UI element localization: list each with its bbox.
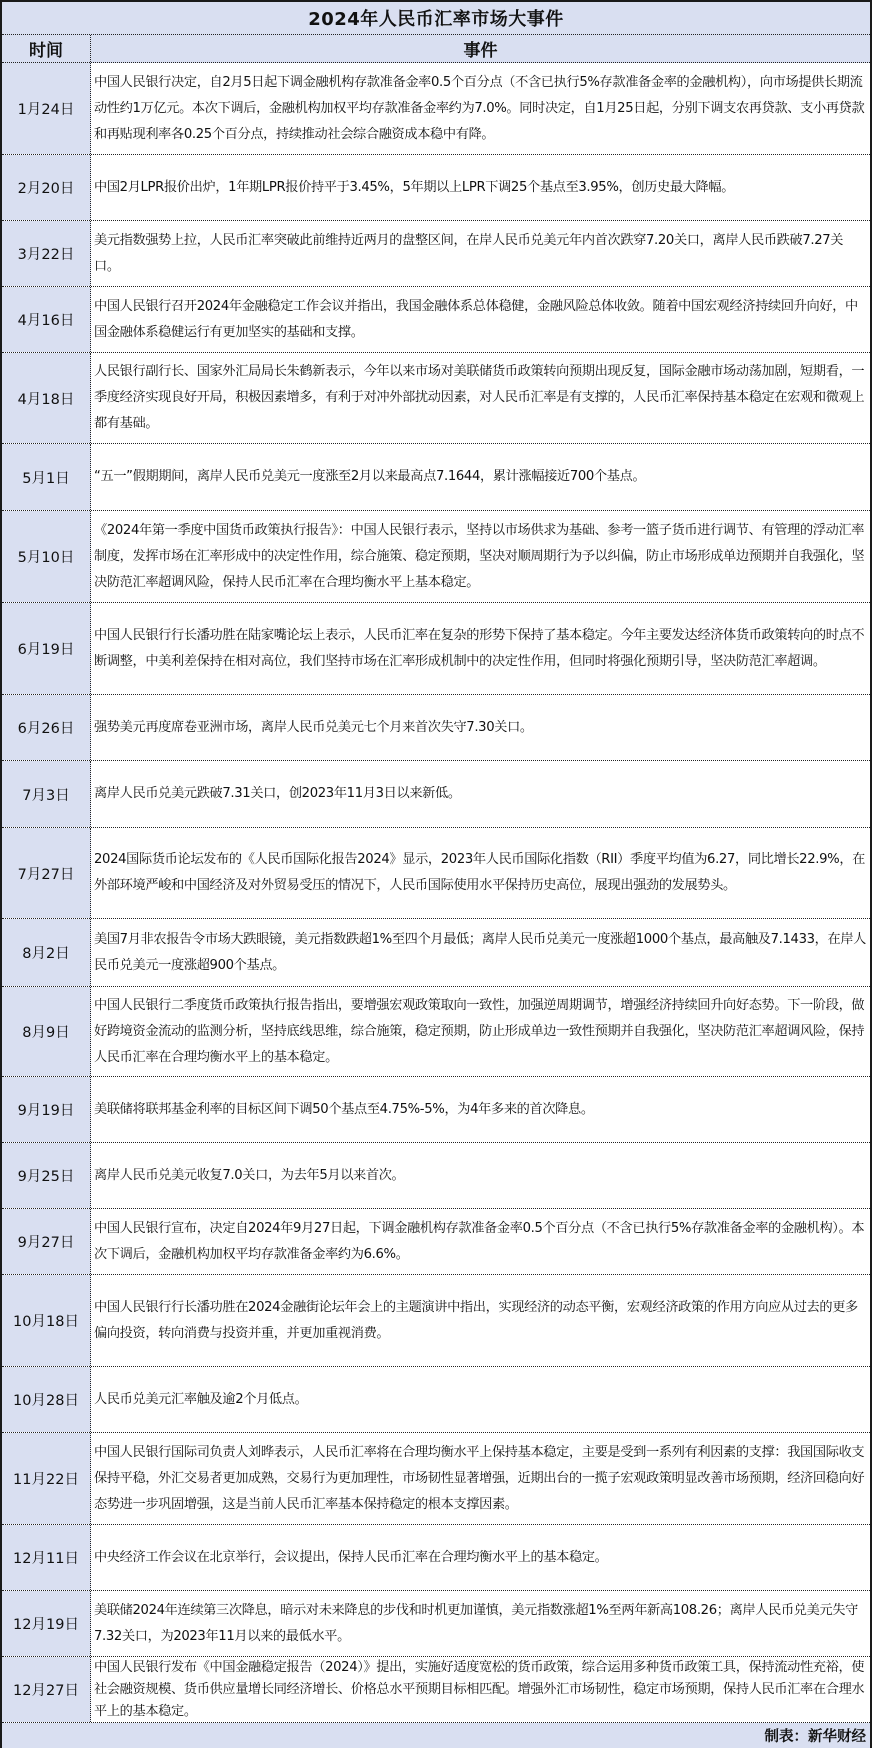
- source-credit: 制表：新华财经: [764, 1729, 866, 1745]
- event-cell: 中国人民银行召开2024年金融稳定工作会议并指出，我国金融体系总体稳健，金融风险总体收敛。随着中国宏观经济持续回升向好，中国金融体系稳健运行有更加坚实的基础和支撑。: [91, 287, 870, 352]
- event-cell: 中国人民银行宣布，决定自2024年9月27日起，下调金融机构存款准备金率0.5个百分点（不含已执行5%存款准备金率的金融机构）。本次下调后，金融机构加权平均存款准备金率约为6.6%。: [91, 1209, 870, 1274]
- table-row: [2, 1275, 870, 1367]
- date-cell: 5月1日: [2, 444, 91, 510]
- table-row: [2, 1433, 870, 1525]
- table-row: [2, 287, 870, 353]
- date-cell: 10月18日: [2, 1275, 91, 1366]
- date-cell: 5月10日: [2, 511, 91, 602]
- date-cell: 9月19日: [2, 1077, 91, 1142]
- event-cell: 中国人民银行国际司负责人刘晔表示，人民币汇率将在合理均衡水平上保持基本稳定，主要是受到一系列有利因素的支撑：我国国际收支保持平稳，外汇交易者更加成熟，交易行为更加理性，市场韧性显著增强，近期出台的一揽子宏观政策明显改善市场预期，经济回稳向好态势进一步巩固增强，这是当前人民币汇率基本保持稳定的根本支撑因素。: [91, 1433, 870, 1524]
- event-cell: 美联储将联邦基金利率的目标区间下调50个基点至4.75%-5%，为4年多来的首次降息。: [91, 1077, 870, 1142]
- date-cell: 1月24日: [2, 63, 91, 154]
- date-cell: 8月9日: [2, 987, 91, 1076]
- date-cell: 3月22日: [2, 221, 91, 286]
- event-cell: 美国7月非农报告令市场大跌眼镜，美元指数跌超1%至四个月最低；离岸人民币兑美元一度涨超1000个基点，最高触及7.1433，在岸人民币兑美元一度涨超900个基点。: [91, 919, 870, 986]
- event-cell: 《2024年第一季度中国货币政策执行报告》：中国人民银行表示，坚持以市场供求为基础、参考一篮子货币进行调节、有管理的浮动汇率制度，发挥市场在汇率形成中的决定性作用，综合施策、稳定预期，坚决对顺周期行为予以纠偏，防止市场形成单边预期并自我强化，坚决防范汇率超调风险，保持人民币汇率在合理均衡水平上基本稳定。: [91, 511, 870, 602]
- date-cell: 7月3日: [2, 761, 91, 827]
- table-title: 2024年人民币汇率市场大事件: [2, 2, 870, 35]
- table-row: [2, 695, 870, 761]
- column-header-event: 事件: [463, 41, 498, 61]
- date-cell: 4月16日: [2, 287, 91, 352]
- table-row: [2, 1525, 870, 1591]
- event-cell: 中国2月LPR报价出炉，1年期LPR报价持平于3.45%，5年期以上LPR下调25个基点至3.95%，创历史最大降幅。: [91, 155, 870, 220]
- event-cell: 中央经济工作会议在北京举行，会议提出，保持人民币汇率在合理均衡水平上的基本稳定。: [91, 1525, 870, 1590]
- date-cell: 6月19日: [2, 603, 91, 694]
- table-row: [2, 353, 870, 444]
- event-cell: 美联储2024年连续第三次降息，暗示对未来降息的步伐和时机更加谨慎，美元指数涨超1%至两年新高108.26；离岸人民币兑美元失守7.32关口，为2023年11月以来的最低水平。: [91, 1591, 870, 1656]
- table-body: [2, 63, 870, 1723]
- date-cell: 12月11日: [2, 1525, 91, 1590]
- event-cell: 强势美元再度席卷亚洲市场，离岸人民币兑美元七个月来首次失守7.30关口。: [91, 695, 870, 760]
- table-row: [2, 63, 870, 155]
- date-cell: 9月27日: [2, 1209, 91, 1274]
- table-row: [2, 1143, 870, 1209]
- date-cell: 11月22日: [2, 1433, 91, 1524]
- column-header-time: 时间: [2, 35, 91, 62]
- table-row: [2, 511, 870, 603]
- event-cell: 人民币兑美元汇率触及逾2个月低点。: [91, 1367, 870, 1432]
- table-footer: [2, 1723, 870, 1748]
- event-cell: 2024国际货币论坛发布的《人民币国际化报告2024》显示，2023年人民币国际化指数（RII）季度平均值为6.27，同比增长22.9%，在外部环境严峻和中国经济及对外贸易受压的情况下，人民币国际使用水平保持历史高位，展现出强劲的发展势头。: [91, 828, 870, 918]
- table-row: [2, 987, 870, 1077]
- date-cell: 8月2日: [2, 919, 91, 986]
- table-row: [2, 1591, 870, 1657]
- table-row: [2, 1657, 870, 1723]
- table-row: [2, 603, 870, 695]
- table-row: [2, 1209, 870, 1275]
- event-cell: 人民银行副行长、国家外汇局局长朱鹤新表示，今年以来市场对美联储货币政策转向预期出现反复，国际金融市场动荡加剧，短期看，一季度经济实现良好开局，积极因素增多，有利于对冲外部扰动因素，对人民币汇率是有支撑的，人民币汇率保持基本稳定在宏观和微观上都有基础。: [91, 353, 870, 443]
- date-cell: 9月25日: [2, 1143, 91, 1208]
- table-row: [2, 1367, 870, 1433]
- date-cell: 12月19日: [2, 1591, 91, 1656]
- date-cell: 2月20日: [2, 155, 91, 220]
- event-cell: 中国人民银行发布《中国金融稳定报告（2024）》提出，实施好适度宽松的货币政策，综合运用多种货币政策工具，保持流动性充裕，使社会融资规模、货币供应量增长同经济增长、价格总水平预期目标相匹配。增强外汇市场韧性，稳定市场预期，保持人民币汇率在合理水平上的基本稳定。: [91, 1657, 870, 1722]
- event-cell: “五一”假期期间，离岸人民币兑美元一度涨至2月以来最高点7.1644，累计涨幅接近700个基点。: [91, 444, 870, 510]
- event-cell: 中国人民银行二季度货币政策执行报告指出，要增强宏观政策取向一致性，加强逆周期调节，增强经济持续回升向好态势。下一阶段，做好跨境资金流动的监测分析，坚持底线思维，综合施策，稳定预期，防止形成单边一致性预期并自我强化，坚决防范汇率超调风险，保持人民币汇率在合理均衡水平上的基本稳定。: [91, 987, 870, 1076]
- event-cell: 中国人民银行行长潘功胜在2024金融街论坛年会上的主题演讲中指出，实现经济的动态平衡，宏观经济政策的作用方向应从过去的更多偏向投资，转向消费与投资并重，并更加重视消费。: [91, 1275, 870, 1366]
- table-row: [2, 444, 870, 511]
- table-row: [2, 155, 870, 221]
- event-cell: 离岸人民币兑美元跌破7.31关口，创2023年11月3日以来新低。: [91, 761, 870, 827]
- table-row: [2, 221, 870, 287]
- table-row: [2, 828, 870, 919]
- table-row: [2, 761, 870, 828]
- table-header-row: [2, 35, 870, 63]
- date-cell: 4月18日: [2, 353, 91, 443]
- date-cell: 6月26日: [2, 695, 91, 760]
- event-cell: 中国人民银行决定，自2月5日起下调金融机构存款准备金率0.5个百分点（不含已执行5%存款准备金率的金融机构），向市场提供长期流动性约1万亿元。本次下调后，金融机构加权平均存款准备金率约为7.0%。同时决定，自1月25日起，分别下调支农再贷款、支小再贷款和再贴现利率各0.25个百分点，持续推动社会综合融资成本稳中有降。: [91, 63, 870, 154]
- event-cell: 中国人民银行行长潘功胜在陆家嘴论坛上表示，人民币汇率在复杂的形势下保持了基本稳定。今年主要发达经济体货币政策转向的时点不断调整，中美利差保持在相对高位，我们坚持市场在汇率形成机制中的决定性作用，但同时将强化预期引导，坚决防范汇率超调。: [91, 603, 870, 694]
- date-cell: 7月27日: [2, 828, 91, 918]
- date-cell: 10月28日: [2, 1367, 91, 1432]
- table-row: [2, 919, 870, 987]
- event-cell: 美元指数强势上拉，人民币汇率突破此前维持近两月的盘整区间，在岸人民币兑美元年内首次跌穿7.20关口，离岸人民币跌破7.27关口。: [91, 221, 870, 286]
- date-cell: 12月27日: [2, 1657, 91, 1722]
- event-cell: 离岸人民币兑美元收复7.0关口，为去年5月以来首次。: [91, 1143, 870, 1208]
- table-row: [2, 1077, 870, 1143]
